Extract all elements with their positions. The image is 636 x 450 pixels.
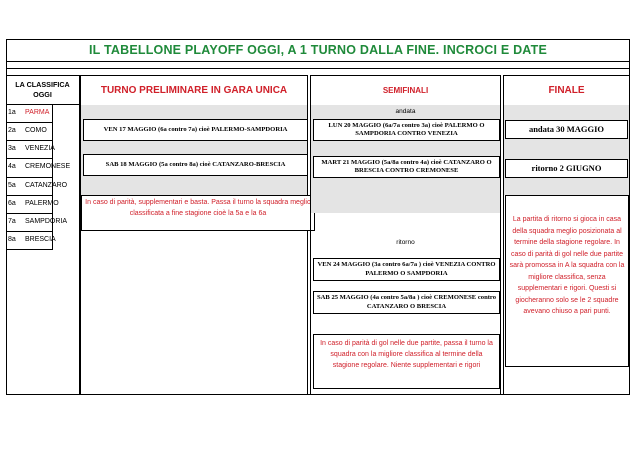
semifinal-ritorno-1: VEN 24 MAGGIO (3a contro 6a/7a ) cioè VENEZIA CONTRO PALERMO O SAMPDORIA — [313, 258, 500, 281]
standings-team: PARMA — [25, 109, 50, 116]
semifinals-note: In caso di parità di gol nelle due partite, passa il turno la squadra con la migliore classifica al termine della stagione regolare. Niente supplementari e rigori — [313, 334, 500, 389]
preliminary-header: TURNO PRELIMINARE IN GARA UNICA — [100, 84, 288, 96]
preliminary-match-1: VEN 17 MAGGIO (6a contro 7a) cioè PALERMO-SAMPDORIA — [83, 119, 308, 141]
standings-team: BRESCIA — [25, 236, 56, 243]
semifinals-header: SEMIFINALI — [382, 85, 429, 95]
standings-team: PALERMO — [25, 200, 59, 207]
standings-header-line2: OGGI — [33, 90, 52, 99]
standings-pos: 4a — [8, 163, 16, 170]
standings-pos: 3a — [8, 145, 16, 152]
standings-row-6 — [6, 196, 59, 214]
standings-pos: 6a — [8, 200, 16, 207]
standings-pos: 1a — [8, 109, 16, 116]
standings-row-7 — [6, 214, 68, 232]
preliminary-note: In caso di parità, supplementari e basta. Passa il turno la squadra meglio classificata a fine stagione cioè la 5a e la 6a — [81, 195, 315, 231]
standings-team: COMO — [25, 127, 47, 134]
standings-pos: 8a — [8, 236, 16, 243]
standings-pos: 2a — [8, 127, 16, 134]
semifinal-andata-1: LUN 20 MAGGIO (6a/7a contro 3a) cioè PALERMO O SAMPDORIA CONTRO VENEZIA — [313, 119, 500, 141]
standings-row-4 — [6, 159, 71, 178]
header-divider — [6, 68, 630, 69]
ritorno-label: ritorno — [396, 238, 415, 246]
semifinal-ritorno-2: SAB 25 MAGGIO (4a contro 5a/8a ) cioè CREMONESE contro CATANZARO O BRESCIA — [313, 291, 500, 314]
standings-team: CREMONESE — [25, 163, 71, 170]
standings-header — [6, 75, 80, 105]
standings-row-1 — [6, 105, 53, 123]
standings-pos: 5a — [8, 182, 16, 189]
standings-pos: 7a — [8, 218, 16, 225]
page-title: IL TABELLONE PLAYOFF OGGI, A 1 TURNO DALLA FINE. INCROCI E DATE — [6, 39, 630, 62]
andata-label: andata — [395, 107, 416, 115]
final-andata: andata 30 MAGGIO — [505, 120, 628, 139]
standings-row-2 — [6, 123, 53, 141]
standings-header-line1: LA CLASSIFICA — [15, 80, 70, 89]
final-panel — [504, 105, 629, 195]
final-note: La partita di ritorno si gioca in casa della squadra meglio posizionata al termine della stagione regolare. In caso di parità di gol nelle due partite sarà promossa in A la squadra con la migliore classifica, senza supplementari e rigori. Questi si giocheranno solo se le 2 squadre avevano chiuso a pari punti. — [505, 195, 629, 367]
standings-team: CATANZARO — [25, 182, 68, 189]
standings-row-5 — [6, 178, 68, 196]
standings-team: VENEZIA — [25, 145, 55, 152]
final-header: FINALE — [548, 84, 585, 96]
standings-list — [6, 105, 71, 250]
preliminary-match-2: SAB 18 MAGGIO (5a contro 8a) cioè CATANZARO-BRESCIA — [83, 154, 308, 176]
final-ritorno: ritorno 2 GIUGNO — [505, 159, 628, 178]
standings-team: SAMPDORIA — [25, 218, 68, 225]
standings-row-3 — [6, 141, 53, 159]
standings-row-8 — [6, 232, 56, 250]
semifinal-andata-2: MART 21 MAGGIO (5a/8a contro 4a) cioè CATANZARO O BRESCIA CONTRO CREMONESE — [313, 156, 500, 178]
